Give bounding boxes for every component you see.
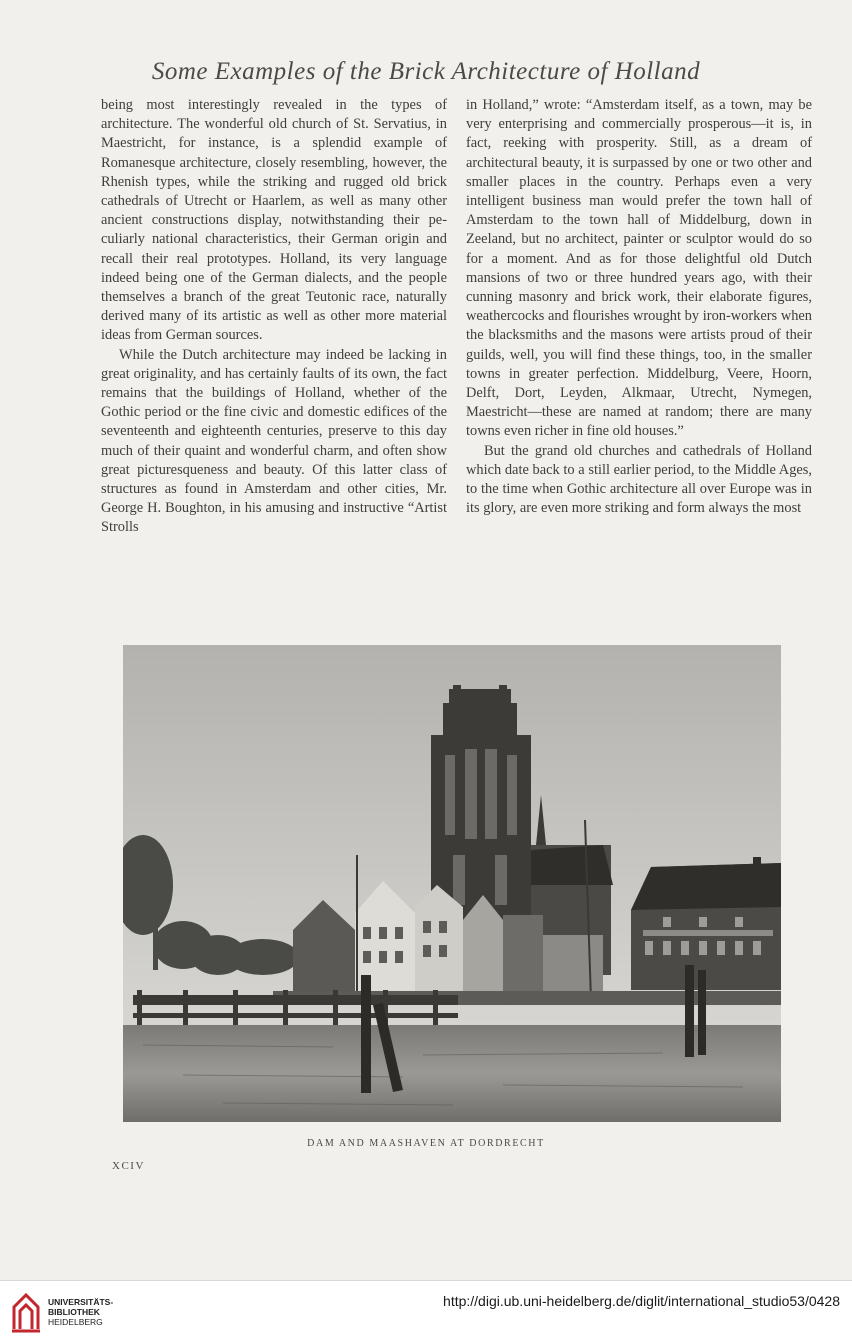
figure-caption: DAM AND MAASHAVEN AT DORDRECHT (307, 1138, 545, 1149)
church-roof (531, 845, 613, 885)
library-name (48, 1297, 113, 1327)
dordrecht-harbour-photo (123, 645, 781, 1122)
page-number: XCIV (112, 1160, 145, 1172)
library-name-line-3: HEIDELBERG (48, 1317, 103, 1327)
right-text-column (466, 96, 812, 518)
library-name-line-1: UNIVERSITÄTS- (48, 1297, 114, 1307)
photograph-plate (123, 645, 781, 1122)
water-area (123, 1025, 781, 1122)
right-paragraph-2: But the grand old churches and cathedrals of Holland which date back to a still earlier period, to the Middle Ages, to the time when Gothic architecture all over Europe was in its glory, are even more striking and form always the most (466, 442, 812, 517)
library-name-line-2: BIBLIOTHEK (48, 1307, 100, 1317)
left-text-column (101, 96, 447, 538)
library-footer (0, 1280, 852, 1341)
left-paragraph-1: being most interestingly revealed in the types of architecture. The wonderful old church of St. Servatius, in Maestricht, for instance, is a splendid example of Romanesque architecture, closely resembling, however, the Rhenish types, while the striking and rugged old brick cathedrals of Utrecht or Haarlem, as well as many other ancient constructions display, notwithstanding their peculiarly national characteristics, their German origin and recall their real prototypes. Holland, its very language indeed being one of the German dialects, and the people themselves a branch of the great Teutonic race, naturally derived many of its artistic as well as other more material ideas from German sources. (101, 97, 447, 344)
university-library-logo-icon (10, 1289, 42, 1333)
left-paragraph-2: While the Dutch architecture may indeed be lacking in great originality, and has certainly faults of its own, the fact remains that the buildings of Holland, whether of the Gothic period or the fine civic and domestic edifices of the seventeenth and eighteenth centuries, preserve to this day much of their quaint and wonderful charm, and often show great picturesqueness and beauty. Of this latter class of structures as found in Amsterdam and other cities, Mr. George H. Boughton, in his amusing and instructive “Artist Strolls (101, 346, 447, 536)
right-paragraph-1: in Holland,” wrote: “Amsterdam itself, as a town, may be very enterprising and commercially prosperous—it is, in fact, reeking with prosperity. Still, as a dream of architectural beauty, it is surpassed by one or two other and smaller places in the country. Perhaps even a very intelligent business man would prefer the town hall of Amsterdam to the town hall of Middelburg, down in Zeeland, but no architect, painter or sculptor would do so for a moment. And as for those delightful old Dutch mansions of two or three hundred years ago, with their cunning masonry and brick work, their elaborate figures, weathercocks and flourishes wrought by iron-workers when the blacksmiths and the masons were artists proud of their guilds, well, you will find these things, too, in the smaller towns in greater perfection. Middelburg, Veere, Hoorn, Delft, Dort, Leyden, Alkmaar, Utrecht, Nymegen, Maestricht—these are named at random; there are many towns even richer in fine old houses.” (466, 97, 812, 440)
running-title: Some Examples of the Brick Architecture of Holland (151, 58, 701, 85)
permalink-url[interactable]: http://digi.ub.uni-heidelberg.de/diglit/international_studio53/0428 (443, 1293, 840, 1309)
